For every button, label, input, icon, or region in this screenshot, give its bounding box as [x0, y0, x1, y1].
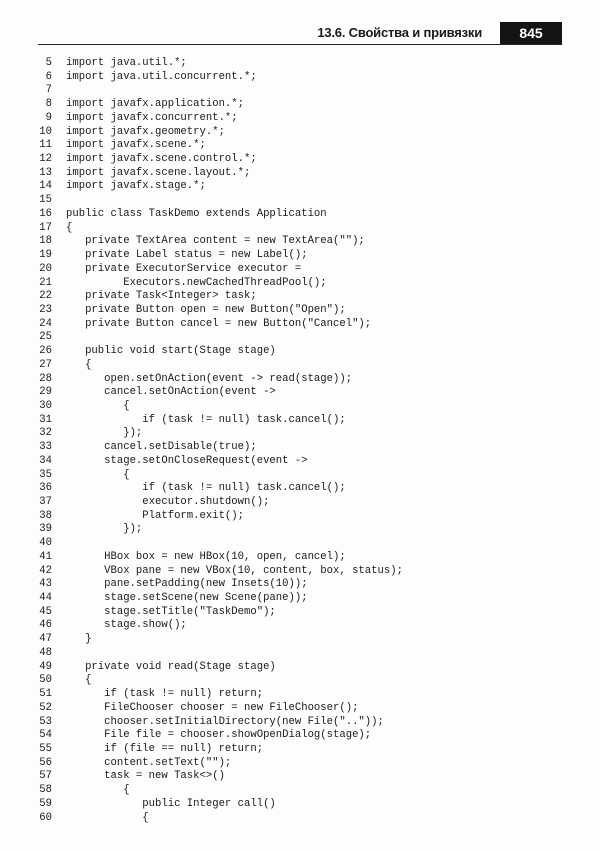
code-line	[36, 414, 576, 428]
line-number: 49	[39, 660, 52, 673]
line-number: 20	[39, 262, 52, 275]
code-text	[52, 84, 66, 98]
code-line	[36, 194, 576, 208]
code-text: if (file == null) return;	[66, 742, 264, 755]
line-number: 53	[39, 715, 52, 728]
line-number: 46	[39, 619, 52, 632]
line-number: 29	[39, 386, 52, 399]
code-line	[36, 427, 576, 441]
code-line	[36, 112, 576, 126]
code-text: content.setText("");	[66, 756, 232, 769]
code-text: import java.util.*;	[66, 57, 187, 69]
line-number: 41	[39, 550, 52, 563]
code-text: HBox box = new HBox(10, open, cancel);	[66, 550, 346, 563]
code-line	[36, 743, 576, 757]
code-text: cancel.setOnAction(event ->	[66, 386, 276, 399]
code-line	[36, 770, 576, 784]
line-number: 19	[39, 249, 52, 262]
line-number: 14	[39, 180, 52, 193]
code-text: public Integer call()	[66, 797, 276, 810]
line-number: 56	[39, 756, 52, 769]
line-number: 13	[39, 166, 52, 179]
code-line	[36, 441, 576, 455]
line-number: 54	[39, 729, 52, 742]
code-text: cancel.setDisable(true);	[66, 441, 257, 454]
code-line	[36, 153, 576, 167]
line-number: 16	[39, 207, 52, 220]
code-text: executor.shutdown();	[66, 496, 270, 508]
running-header	[38, 22, 562, 45]
code-line	[36, 373, 576, 387]
code-text	[52, 331, 66, 345]
code-line	[36, 71, 576, 85]
line-number: 33	[39, 441, 52, 454]
code-text: {	[66, 468, 130, 481]
code-text: if (task != null) return;	[66, 688, 264, 701]
line-number: 45	[39, 605, 52, 618]
line-number: 32	[39, 427, 52, 440]
code-line	[36, 208, 576, 222]
code-line	[36, 331, 576, 345]
code-line	[36, 606, 576, 620]
code-text: {	[66, 221, 73, 234]
line-number: 51	[39, 688, 52, 701]
line-number: 18	[39, 235, 52, 248]
code-line	[36, 565, 576, 579]
code-text: {	[66, 358, 92, 371]
line-number: 17	[39, 221, 52, 234]
code-text: if (task != null) task.cancel();	[66, 413, 346, 426]
line-number: 27	[39, 358, 52, 371]
code-line	[36, 277, 576, 291]
code-text: private void read(Stage stage)	[66, 660, 276, 673]
code-line	[36, 84, 576, 98]
code-text: {	[66, 399, 130, 412]
line-number: 10	[39, 125, 52, 138]
code-text: import javafx.scene.layout.*;	[66, 166, 251, 179]
code-text: private Label status = new Label();	[66, 249, 308, 262]
section-title: 13.6. Свойства и привязки	[317, 25, 482, 40]
line-number: 35	[39, 468, 52, 481]
code-line	[36, 757, 576, 771]
code-text: stage.show();	[66, 619, 187, 632]
line-number: 42	[39, 564, 52, 577]
code-text: {	[66, 811, 149, 824]
code-text	[52, 647, 66, 661]
code-text	[52, 194, 66, 208]
code-line	[36, 784, 576, 798]
line-number: 34	[39, 454, 52, 467]
code-line	[36, 263, 576, 277]
code-line	[36, 647, 576, 661]
code-text: import javafx.stage.*;	[66, 180, 206, 193]
code-text: import javafx.scene.control.*;	[66, 153, 257, 166]
code-line	[36, 126, 576, 140]
code-text: private Task<Integer> task;	[66, 290, 257, 303]
code-text: {	[66, 784, 130, 797]
code-line	[36, 57, 576, 71]
code-line	[36, 167, 576, 181]
code-text: });	[66, 427, 143, 440]
code-text: open.setOnAction(event -> read(stage));	[66, 372, 353, 385]
line-number: 25	[39, 331, 52, 344]
code-line	[36, 235, 576, 249]
code-line	[36, 180, 576, 194]
code-text: {	[66, 674, 92, 687]
code-line	[36, 702, 576, 716]
code-text: import javafx.scene.*;	[66, 139, 206, 152]
code-line	[36, 345, 576, 359]
line-number: 28	[39, 372, 52, 385]
line-number: 44	[39, 592, 52, 605]
code-text: Executors.newCachedThreadPool();	[66, 276, 327, 289]
line-number: 5	[45, 57, 52, 69]
code-text: task = new Task<>()	[66, 770, 225, 783]
line-number: 11	[39, 139, 52, 152]
code-text: private ExecutorService executor =	[66, 262, 302, 275]
line-number: 50	[39, 674, 52, 687]
code-line	[36, 400, 576, 414]
line-number: 31	[39, 413, 52, 426]
code-text: });	[66, 523, 143, 536]
code-line	[36, 304, 576, 318]
line-number: 58	[39, 784, 52, 797]
line-number: 26	[39, 345, 52, 358]
code-line	[36, 633, 576, 647]
code-text: VBox pane = new VBox(10, content, box, status);	[66, 564, 403, 577]
line-number: 6	[45, 70, 52, 83]
line-number: 30	[39, 399, 52, 412]
code-line	[36, 592, 576, 606]
line-number: 48	[39, 646, 52, 659]
line-number: 37	[39, 496, 52, 508]
code-line	[36, 139, 576, 153]
page-number: 845	[500, 22, 562, 44]
line-number: 38	[39, 509, 52, 522]
code-text: }	[66, 633, 92, 646]
code-text: private Button cancel = new Button("Cancel");	[66, 317, 372, 330]
code-line	[36, 249, 576, 263]
code-line	[36, 290, 576, 304]
code-line	[36, 578, 576, 592]
code-text: chooser.setInitialDirectory(new File(".."));	[66, 715, 384, 728]
line-number: 12	[39, 153, 52, 166]
line-number: 52	[39, 701, 52, 714]
code-line	[36, 222, 576, 236]
line-number: 21	[39, 276, 52, 289]
code-line	[36, 716, 576, 730]
code-text: Platform.exit();	[66, 509, 245, 522]
line-number: 57	[39, 770, 52, 783]
code-line	[36, 318, 576, 332]
line-number: 24	[39, 317, 52, 330]
code-line	[36, 523, 576, 537]
code-line	[36, 510, 576, 524]
code-line	[36, 674, 576, 688]
code-line	[36, 496, 576, 510]
code-line	[36, 812, 576, 826]
line-number: 23	[39, 303, 52, 316]
line-number: 9	[45, 111, 52, 124]
line-number: 47	[39, 633, 52, 646]
code-text: private TextArea content = new TextArea("");	[66, 235, 365, 248]
code-text: FileChooser chooser = new FileChooser();	[66, 701, 359, 714]
code-text: stage.setScene(new Scene(pane));	[66, 592, 308, 605]
code-line	[36, 798, 576, 812]
code-line	[36, 469, 576, 483]
line-number: 55	[39, 742, 52, 755]
line-number: 15	[39, 194, 52, 207]
line-number: 36	[39, 482, 52, 495]
line-number: 43	[39, 578, 52, 591]
code-text: stage.setTitle("TaskDemo");	[66, 605, 276, 618]
code-text	[52, 537, 66, 551]
code-line	[36, 551, 576, 565]
line-number: 7	[45, 84, 52, 97]
code-line	[36, 619, 576, 633]
code-line	[36, 729, 576, 743]
code-text: private Button open = new Button("Open");	[66, 303, 346, 316]
code-line	[36, 455, 576, 469]
code-line	[36, 98, 576, 112]
line-number: 39	[39, 523, 52, 536]
code-line	[36, 482, 576, 496]
line-number: 8	[45, 98, 52, 111]
line-number: 40	[39, 537, 52, 550]
code-text: if (task != null) task.cancel();	[66, 482, 346, 495]
code-text: pane.setPadding(new Insets(10));	[66, 578, 308, 591]
line-number: 59	[39, 797, 52, 810]
code-line	[36, 661, 576, 675]
code-text: stage.setOnCloseRequest(event ->	[66, 454, 308, 467]
code-line	[36, 537, 576, 551]
code-text: public void start(Stage stage)	[66, 345, 276, 358]
line-number: 22	[39, 290, 52, 303]
line-number: 60	[39, 811, 52, 824]
code-line	[36, 688, 576, 702]
code-line	[36, 359, 576, 373]
code-text: import javafx.concurrent.*;	[66, 111, 238, 124]
code-text: File file = chooser.showOpenDialog(stage);	[66, 729, 372, 742]
code-text: import java.util.concurrent.*;	[66, 70, 257, 83]
code-text: public class TaskDemo extends Application	[66, 207, 327, 220]
code-line	[36, 386, 576, 400]
code-text: import javafx.geometry.*;	[66, 125, 225, 138]
code-text: import javafx.application.*;	[66, 98, 245, 111]
code-listing	[36, 57, 576, 825]
